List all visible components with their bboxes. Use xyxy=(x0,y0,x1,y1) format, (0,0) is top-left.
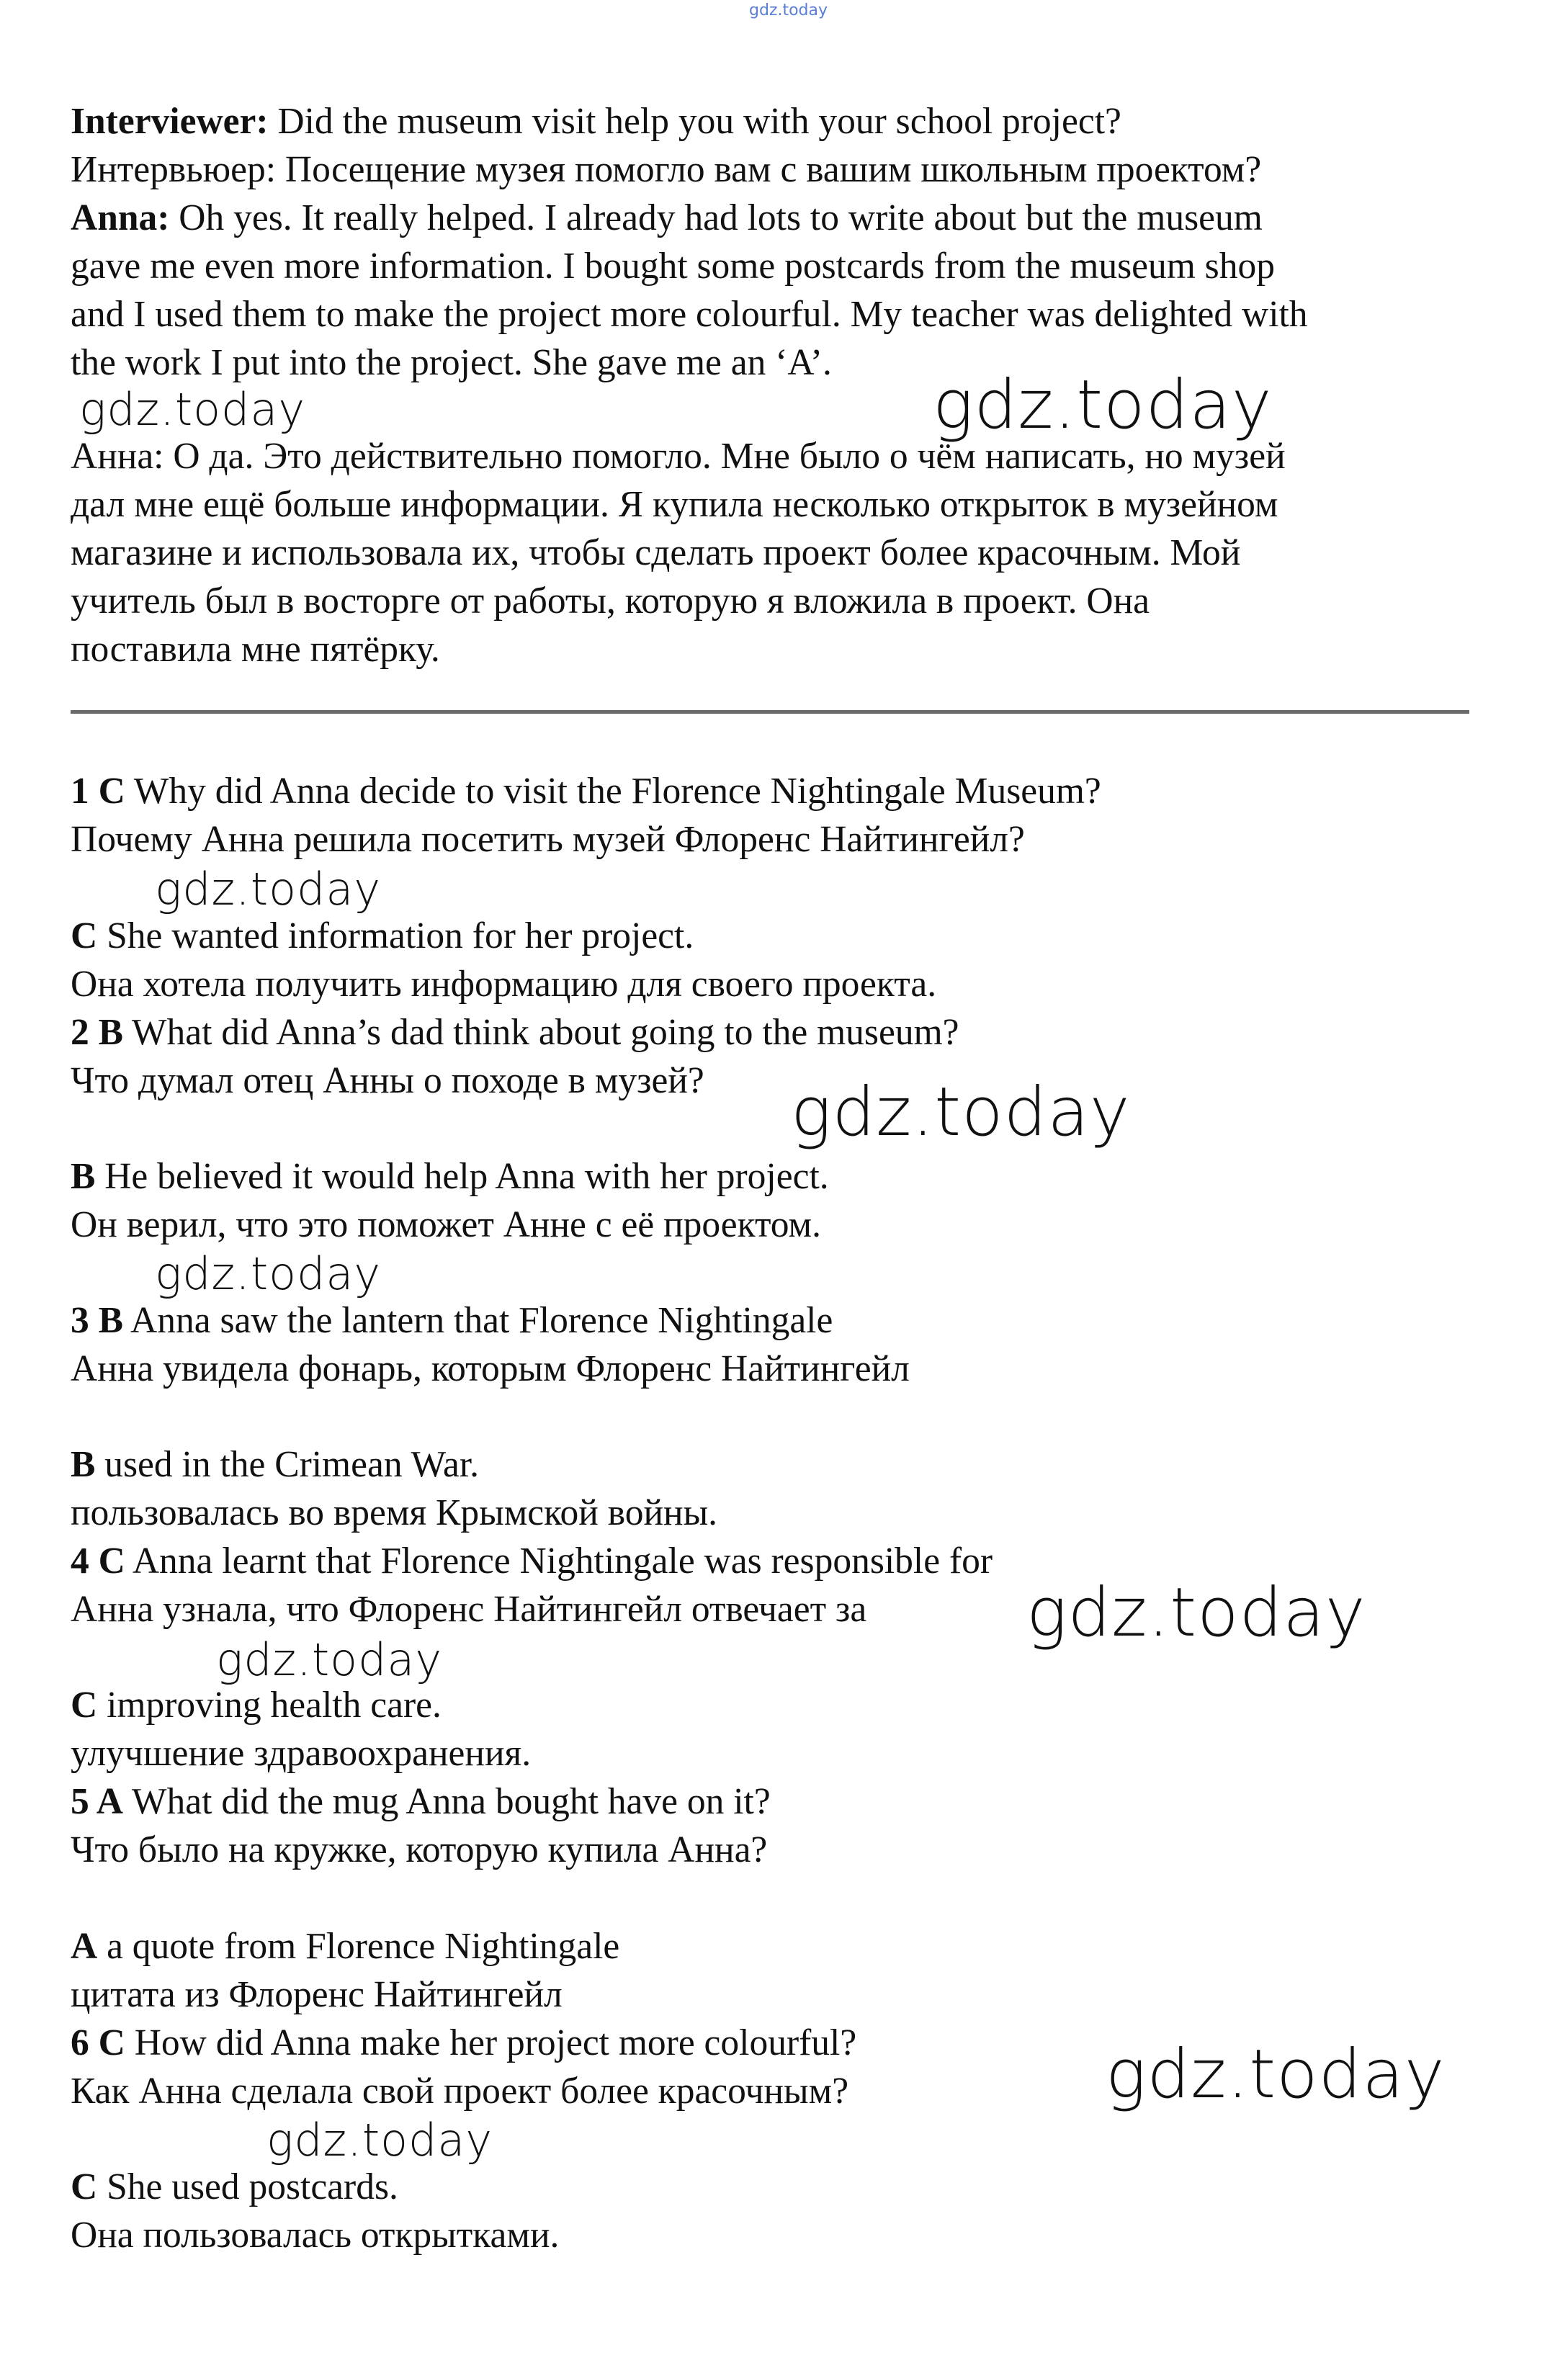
answer-text: used in the Crimean War. xyxy=(95,1444,480,1485)
translation-line: дал мне ещё больше информации. Я купила несколько открыток в музейном xyxy=(71,484,1278,525)
answer-item-1 xyxy=(71,767,1511,864)
answer-text: Oh yes. It really helped. I already had lots to write about but the museum xyxy=(169,197,1263,238)
question-line xyxy=(71,1777,1511,1826)
answer-letter: A xyxy=(71,1926,98,1967)
question-ru: Почему Анна решила посетить музей Флоренс Найтингейл? xyxy=(71,819,1025,860)
answer-label: 1 C xyxy=(71,771,125,812)
answer-line xyxy=(71,1922,1511,1970)
answer-label: 6 C xyxy=(71,2022,125,2063)
answer-line xyxy=(71,1152,1511,1201)
interviewer-question xyxy=(71,97,1511,145)
translation-line: магазине и использовала их, чтобы сделать проект более красочным. Мой xyxy=(71,532,1241,573)
question-line xyxy=(71,1296,1511,1345)
watermark: gdz.today xyxy=(791,1073,1131,1152)
answer-item-3-answer xyxy=(71,1440,1511,1537)
interviewer-question-ru: Интервьюер: Посещение музея помогло вам с вашим школьным проектом? xyxy=(71,149,1262,190)
question-text: What did Anna’s dad think about going to the museum? xyxy=(122,1012,959,1053)
answer-item-1-answer xyxy=(71,912,1511,1008)
answer-text: He believed it would help Anna with her project. xyxy=(95,1156,829,1197)
answer-letter: C xyxy=(71,915,98,956)
question-ru: Что думал отец Анны о походе в музей? xyxy=(71,1060,704,1101)
answer-ru: цитата из Флоренс Найтингейл xyxy=(71,1974,563,2015)
question-ru: Анна увидела фонарь, которым Флоренс Найтингейл xyxy=(71,1348,910,1389)
answer-ru: улучшение здравоохранения. xyxy=(71,1733,532,1774)
answer-item-4-answer xyxy=(71,1681,1511,1777)
anna-answer-line: and I used them to make the project more colourful. My teacher was delighted with xyxy=(71,294,1308,335)
question-text: Did the museum visit help you with your school project? xyxy=(268,101,1121,142)
question-text: Anna saw the lantern that Florence Nightingale xyxy=(122,1300,833,1341)
question-ru: Как Анна сделала свой проект более красочным? xyxy=(71,2071,849,2112)
answer-ru: Он верил, что это поможет Анне с её проектом. xyxy=(71,1204,822,1245)
watermark: gdz.today xyxy=(933,366,1273,444)
answer-line xyxy=(71,1440,1511,1489)
answer-item-6-answer xyxy=(71,2163,1511,2259)
anna-answer-line: the work I put into the project. She gave me an ‘A’. xyxy=(71,342,832,383)
question-text: What did the mug Anna bought have on it? xyxy=(122,1781,771,1822)
watermark: gdz.today xyxy=(79,383,306,436)
watermark: gdz.today xyxy=(155,863,382,915)
question-text: How did Anna make her project more colourful? xyxy=(125,2022,857,2063)
answer-item-3 xyxy=(71,1296,1511,1393)
answer-letter: B xyxy=(71,1156,96,1197)
anna-answer-line: gave me even more information. I bought some postcards from the museum shop xyxy=(71,246,1275,287)
answer-item-5 xyxy=(71,1777,1511,1874)
answer-label: 3 B xyxy=(71,1300,123,1341)
answer-label: 4 C xyxy=(71,1541,125,1582)
answer-line xyxy=(71,1681,1511,1729)
answer-ru: Она пользовалась открытками. xyxy=(71,2215,560,2256)
answer-label: 5 A xyxy=(71,1781,123,1822)
watermark: gdz.today xyxy=(1106,2035,1446,2114)
watermark: gdz.today xyxy=(216,1633,443,1686)
answer-letter: C xyxy=(71,2166,98,2207)
question-ru: Анна узнала, что Флоренс Найтингейл отвечает за xyxy=(71,1589,867,1630)
watermark: gdz.today xyxy=(266,2114,493,2166)
section-divider xyxy=(71,710,1469,714)
answer-text: She used postcards. xyxy=(97,2166,398,2207)
answer-text: improving health care. xyxy=(97,1685,442,1726)
watermark: gdz.today xyxy=(1026,1574,1366,1652)
answer-letter: B xyxy=(71,1444,96,1485)
header-watermark: gdz.today xyxy=(749,1,828,19)
speaker-label: Interviewer: xyxy=(71,101,269,142)
answer-line xyxy=(71,912,1511,960)
answer-ru: Она хотела получить информацию для своего проекта. xyxy=(71,964,937,1005)
translation-line: учитель был в восторге от работы, которую я вложила в проект. Она xyxy=(71,580,1150,622)
question-ru: Что было на кружке, которую купила Анна? xyxy=(71,1829,768,1870)
translation-line: поставила мне пятёрку. xyxy=(71,629,440,670)
speaker-label: Anna: xyxy=(71,197,170,238)
question-text: Why did Anna decide to visit the Florence Nightingale Museum? xyxy=(125,771,1101,812)
anna-answer-line xyxy=(71,194,1511,242)
watermark: gdz.today xyxy=(155,1247,382,1300)
answer-item-5-answer xyxy=(71,1922,1511,2019)
answer-ru: пользовалась во время Крымской войны. xyxy=(71,1492,718,1533)
answer-text: She wanted information for her project. xyxy=(97,915,694,956)
question-line xyxy=(71,1008,1511,1057)
question-text: Anna learnt that Florence Nightingale was responsible for xyxy=(125,1541,993,1582)
answer-label: 2 B xyxy=(71,1012,123,1053)
answer-text: a quote from Florence Nightingale xyxy=(97,1926,620,1967)
answer-letter: C xyxy=(71,1685,98,1726)
interview-section xyxy=(71,97,1511,387)
question-line xyxy=(71,767,1511,815)
translation-line: Анна: О да. Это действительно помогло. Мне было о чём написать, но музей xyxy=(71,436,1286,477)
interview-translation xyxy=(71,432,1511,673)
answer-item-2-answer xyxy=(71,1152,1511,1249)
answer-line xyxy=(71,2163,1511,2211)
